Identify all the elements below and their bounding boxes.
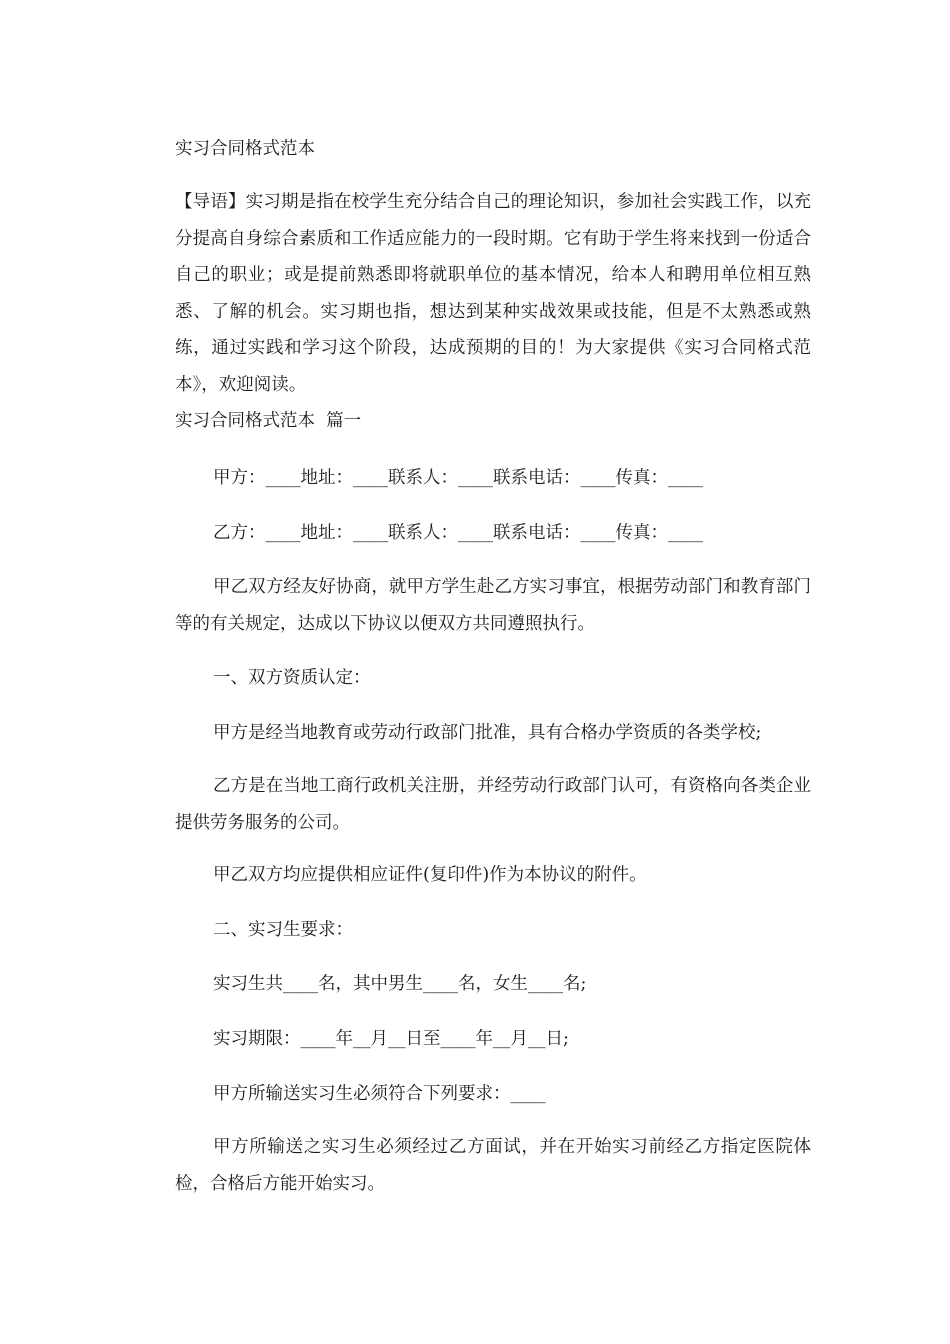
clause-party-b: 乙方是在当地工商行政机关注册，并经劳动行政部门认可，有资格向各类企业提供劳务服务的公司。 [175,776,811,833]
intern-count-line: 实习生共____名，其中男生____名，女生____名; [213,974,587,994]
heading-intern-requirements: 二、实习生要求： [213,920,353,940]
intern-period-line: 实习期限：____年__月__日至____年__月__日; [213,1029,569,1049]
requirement-line: 甲方所输送实习生必须符合下列要求：____ [213,1084,546,1104]
intro-paragraph: 【导语】实习期是指在校学生充分结合自己的理论知识，参加社会实践工作，以充分提高自身综合素质和工作适应能力的一段时期。它有助于学生将来找到一份适合自己的职业；或是提前熟悉即将就职单位的基本情况，给本人和聘用单位相互熟悉、了解的机会。实习期也指，想达到某种实战效果或技能，但是不太熟悉或熟练，通过实践和学习这个阶段，达成预期的目的！为大家提供《实习合同格式范本》，欢迎阅读。 [175,192,811,395]
clause-party-a: 甲方是经当地教育或劳动行政部门批准，具有合格办学资质的各类学校; [213,723,762,743]
section-title: 实习合同格式范本 篇一 [175,411,362,431]
document-title: 实习合同格式范本 [175,139,315,159]
clause-attachment: 甲乙双方均应提供相应证件(复印件)作为本协议的附件。 [213,865,647,885]
agreement-paragraph: 甲乙双方经友好协商，就甲方学生赴乙方实习事宜，根据劳动部门和教育部门等的有关规定，达成以下协议以便双方共同遵照执行。 [175,577,811,634]
heading-qualification: 一、双方资质认定： [213,668,371,688]
party-a-line: 甲方：____地址：____联系人：____联系电话：____传真：____ [213,468,703,488]
party-b-line: 乙方：____地址：____联系人：____联系电话：____传真：____ [213,523,703,543]
interview-paragraph: 甲方所输送之实习生必须经过乙方面试，并在开始实习前经乙方指定医院体检，合格后方能开始实习。 [175,1137,811,1194]
